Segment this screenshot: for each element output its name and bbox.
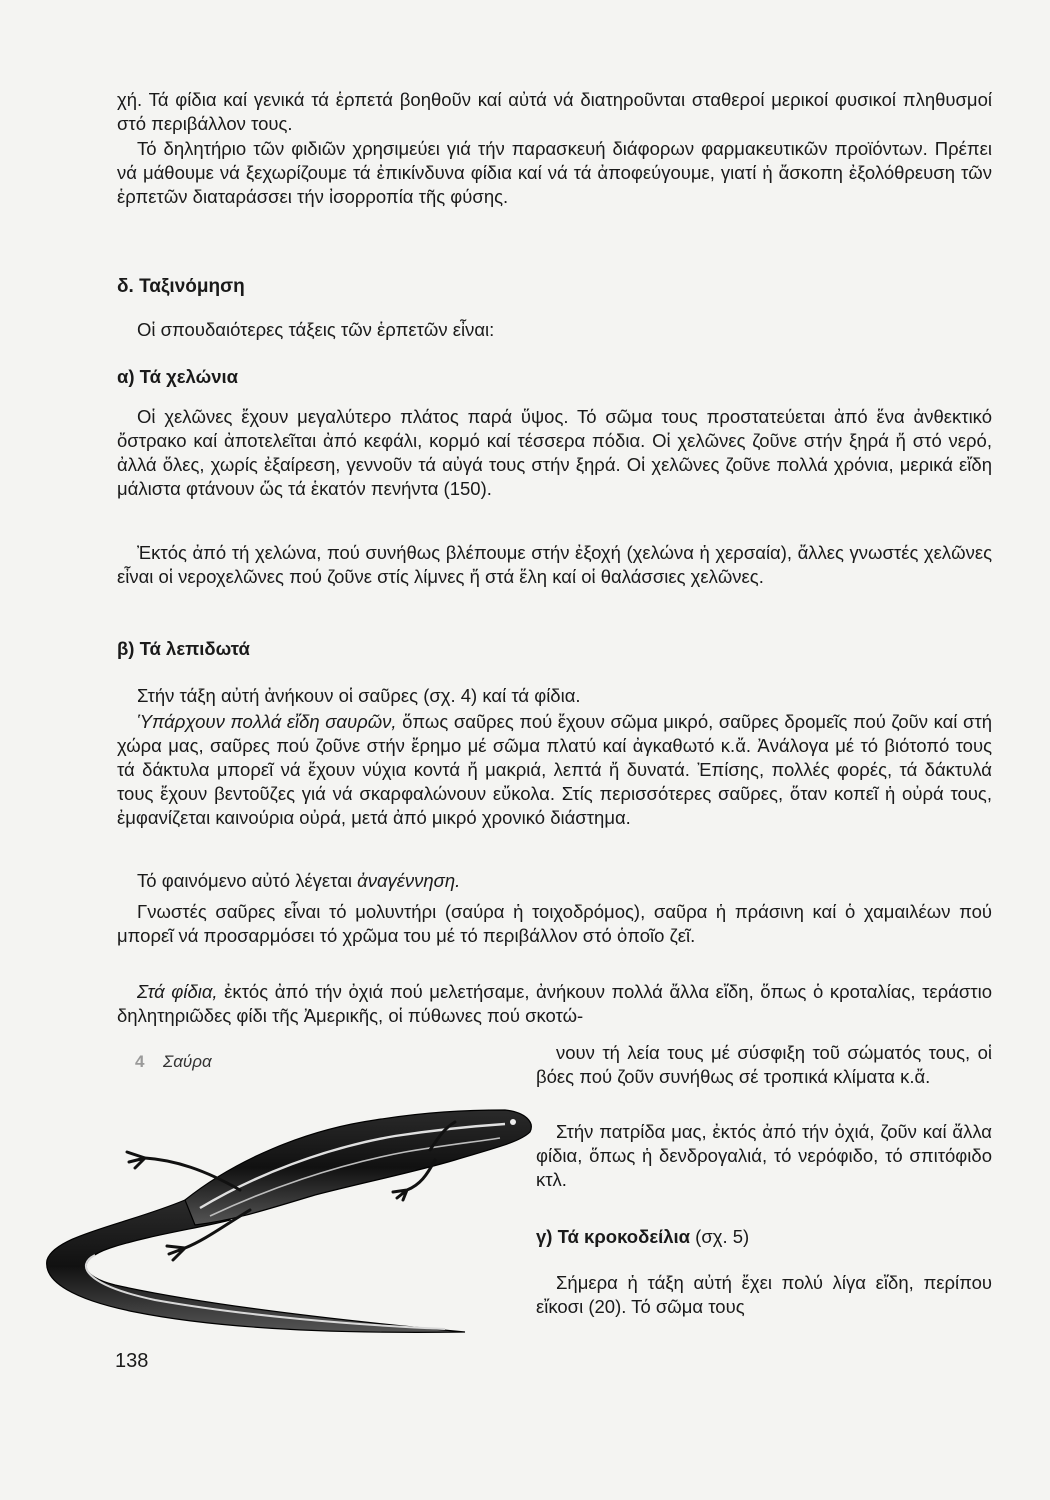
figure-caption: Σαύρα	[163, 1052, 212, 1071]
paragraph-turtle-types: Ἐκτός ἀπό τή χελώνα, πού συνήθως βλέπουμε στήν ἐξοχή (χελώνα ἡ χερσαία), ἄλλες γνωστές χελῶνες εἶναι οἱ νεροχελῶνες πού ζοῦνε στίς λίμνες ἤ στά ἕλη καί οἱ θαλάσσιες χελῶνες.	[117, 542, 992, 587]
lizard-body	[185, 1110, 531, 1225]
paragraph-intro: χή. Τά φίδια καί γενικά τά ἑρπετά βοηθοῦν καί αὐτά νά διατηροῦνται σταθεροί μερικοί φυσικοί πληθυσμοί στό περιβάλλον τους.	[117, 89, 992, 134]
paragraph-crocodiles: Σήμερα ἡ τάξη αὐτή ἔχει πολύ λίγα εἴδη, περίπου εἴκοσι (20). Τό σῶμα τους	[536, 1272, 992, 1317]
subheading-squamata: β) Τά λεπιδωτά	[117, 638, 250, 659]
emphasis-lizard-species: Ὑπάρχουν πολλά εἴδη σαυρῶν,	[137, 711, 397, 732]
paragraph-known-lizards: Γνωστές σαῦρες εἶναι τό μολυντήρι (σαύρα ἡ τοιχοδρόμος), σαῦρα ἡ πράσινη καί ὁ χαμαιλέων πού μπορεῖ νά προσαρμόσει τό χρῶμα του μέ τό περιβάλλον στό ὁποῖο ζεῖ.	[117, 901, 992, 946]
page-number: 138	[115, 1350, 149, 1372]
lizard-eye	[510, 1119, 516, 1125]
subheading-turtles: α) Τά χελώνια	[117, 366, 239, 387]
emphasis-snakes: Στά φίδια,	[137, 981, 218, 1002]
paragraph-snakes: Στά φίδια, ἐκτός ἀπό τήν ὀχιά πού μελετήσαμε, ἀνήκουν πολλά ἄλλα εἴδη, ὅπως ὁ κροταλίας, τεράστιο δηλητηριῶδες φίδι τῆς Ἀμερικῆς, οἱ πύθωνες πού σκοτώ-	[117, 981, 993, 1026]
paragraph-lizard-species: Ὑπάρχουν πολλά εἴδη σαυρῶν, ὅπως σαῦρες πού ἔχουν σῶμα μικρό, σαῦρες δρομεῖς πού ζοῦν καί στή χώρα μας, σαῦρες πού ζοῦνε στήν ἔρημο μέ σῶμα πλατύ καί ἀγκαθωτό κ.ἄ. Ἀνάλογα μέ τό βιότοπό τους τά δάκτυλα μπορεῖ νά ἔχουν νύχια κοντά ἤ μακριά, λεπτά ἤ δυνατά. Ἐπίσης, πολλές φορές, τά δάκτυλά τους ἔχουν βεντοῦζες γιά νά σκαρφαλώνουν εὔκολα. Στίς περισσότερες σαῦρες, ὅταν κοπεῖ ἡ οὐρά τους, ἐμφανίζεται καινούρια οὐρά, μετά ἀπό μικρό χρονικό διάστημα.	[117, 711, 992, 828]
figure-number: 4	[135, 1052, 145, 1071]
lizard-illustration	[35, 1050, 540, 1340]
paragraph-orders: Οἱ σπουδαιότερες τάξεις τῶν ἑρπετῶν εἶναι:	[137, 319, 495, 340]
section-heading-classification: δ. Ταξινόμηση	[117, 276, 245, 297]
emphasis-regeneration: ἀναγέννηση.	[357, 870, 461, 891]
subheading-crocodiles: γ) Τά κροκοδείλια (σχ. 5)	[536, 1226, 750, 1247]
paragraph-venom: Τό δηλητήριο τῶν φιδιῶν χρησιμεύει γιά τήν παρασκευή διάφορων φαρμακευτικῶν προϊόντων. Πρέπει νά μάθουμε νά ξεχωρίζουμε τά ἐπικίνδυνα φίδια καί νά τά ἀποφεύγουμε, γιατί ἡ ἄσκοπη ἐξολόθρευση τῶν ἑρπετῶν διαταράσσει τήν ἰσορροπία τῆς φύσης.	[117, 138, 992, 207]
paragraph-squamata: Στήν τάξη αὐτή ἀνήκουν οἱ σαῦρες (σχ. 4) καί τά φίδια.	[137, 685, 581, 706]
paragraph-snakes-continued: νουν τή λεία τους μέ σύσφιξη τοῦ σώματός τους, οἱ βόες πού ζοῦν συνήθως σέ τροπικά κλίματα κ.ἄ.	[536, 1042, 992, 1087]
crocodiles-figure-reference: (σχ. 5)	[690, 1226, 750, 1247]
paragraph-turtles: Οἱ χελῶνες ἔχουν μεγαλύτερο πλάτος παρά ὕψος. Τό σῶμα τους προστατεύεται ἀπό ἕνα ἀνθεκτικό ὄστρακο καί ἀποτελεῖται ἀπό κεφάλι, κορμό καί τέσσερα πόδια. Οἱ χελῶνες ζοῦνε στήν ξηρά ἤ στό νερό, ἀλλά ὅλες, χωρίς ἐξαίρεση, γεννοῦν τά αὐγά τους στήν ξηρά. Οἱ χελῶνες ζοῦνε πολλά χρόνια, μερικά εἴδη μάλιστα φτάνουν ὥς τά ἑκατόν πενήντα (150).	[117, 406, 992, 499]
paragraph-regeneration: Τό φαινόμενο αὐτό λέγεται ἀναγέννηση.	[137, 870, 461, 891]
lizard-tail	[47, 1200, 465, 1332]
paragraph-local-snakes: Στήν πατρίδα μας, ἐκτός ἀπό τήν ὀχιά, ζοῦν καί ἄλλα φίδια, ὅπως ἡ δενδρογαλιά, τό νερόφιδο, τό σπιτόφιδο κτλ.	[536, 1121, 992, 1190]
